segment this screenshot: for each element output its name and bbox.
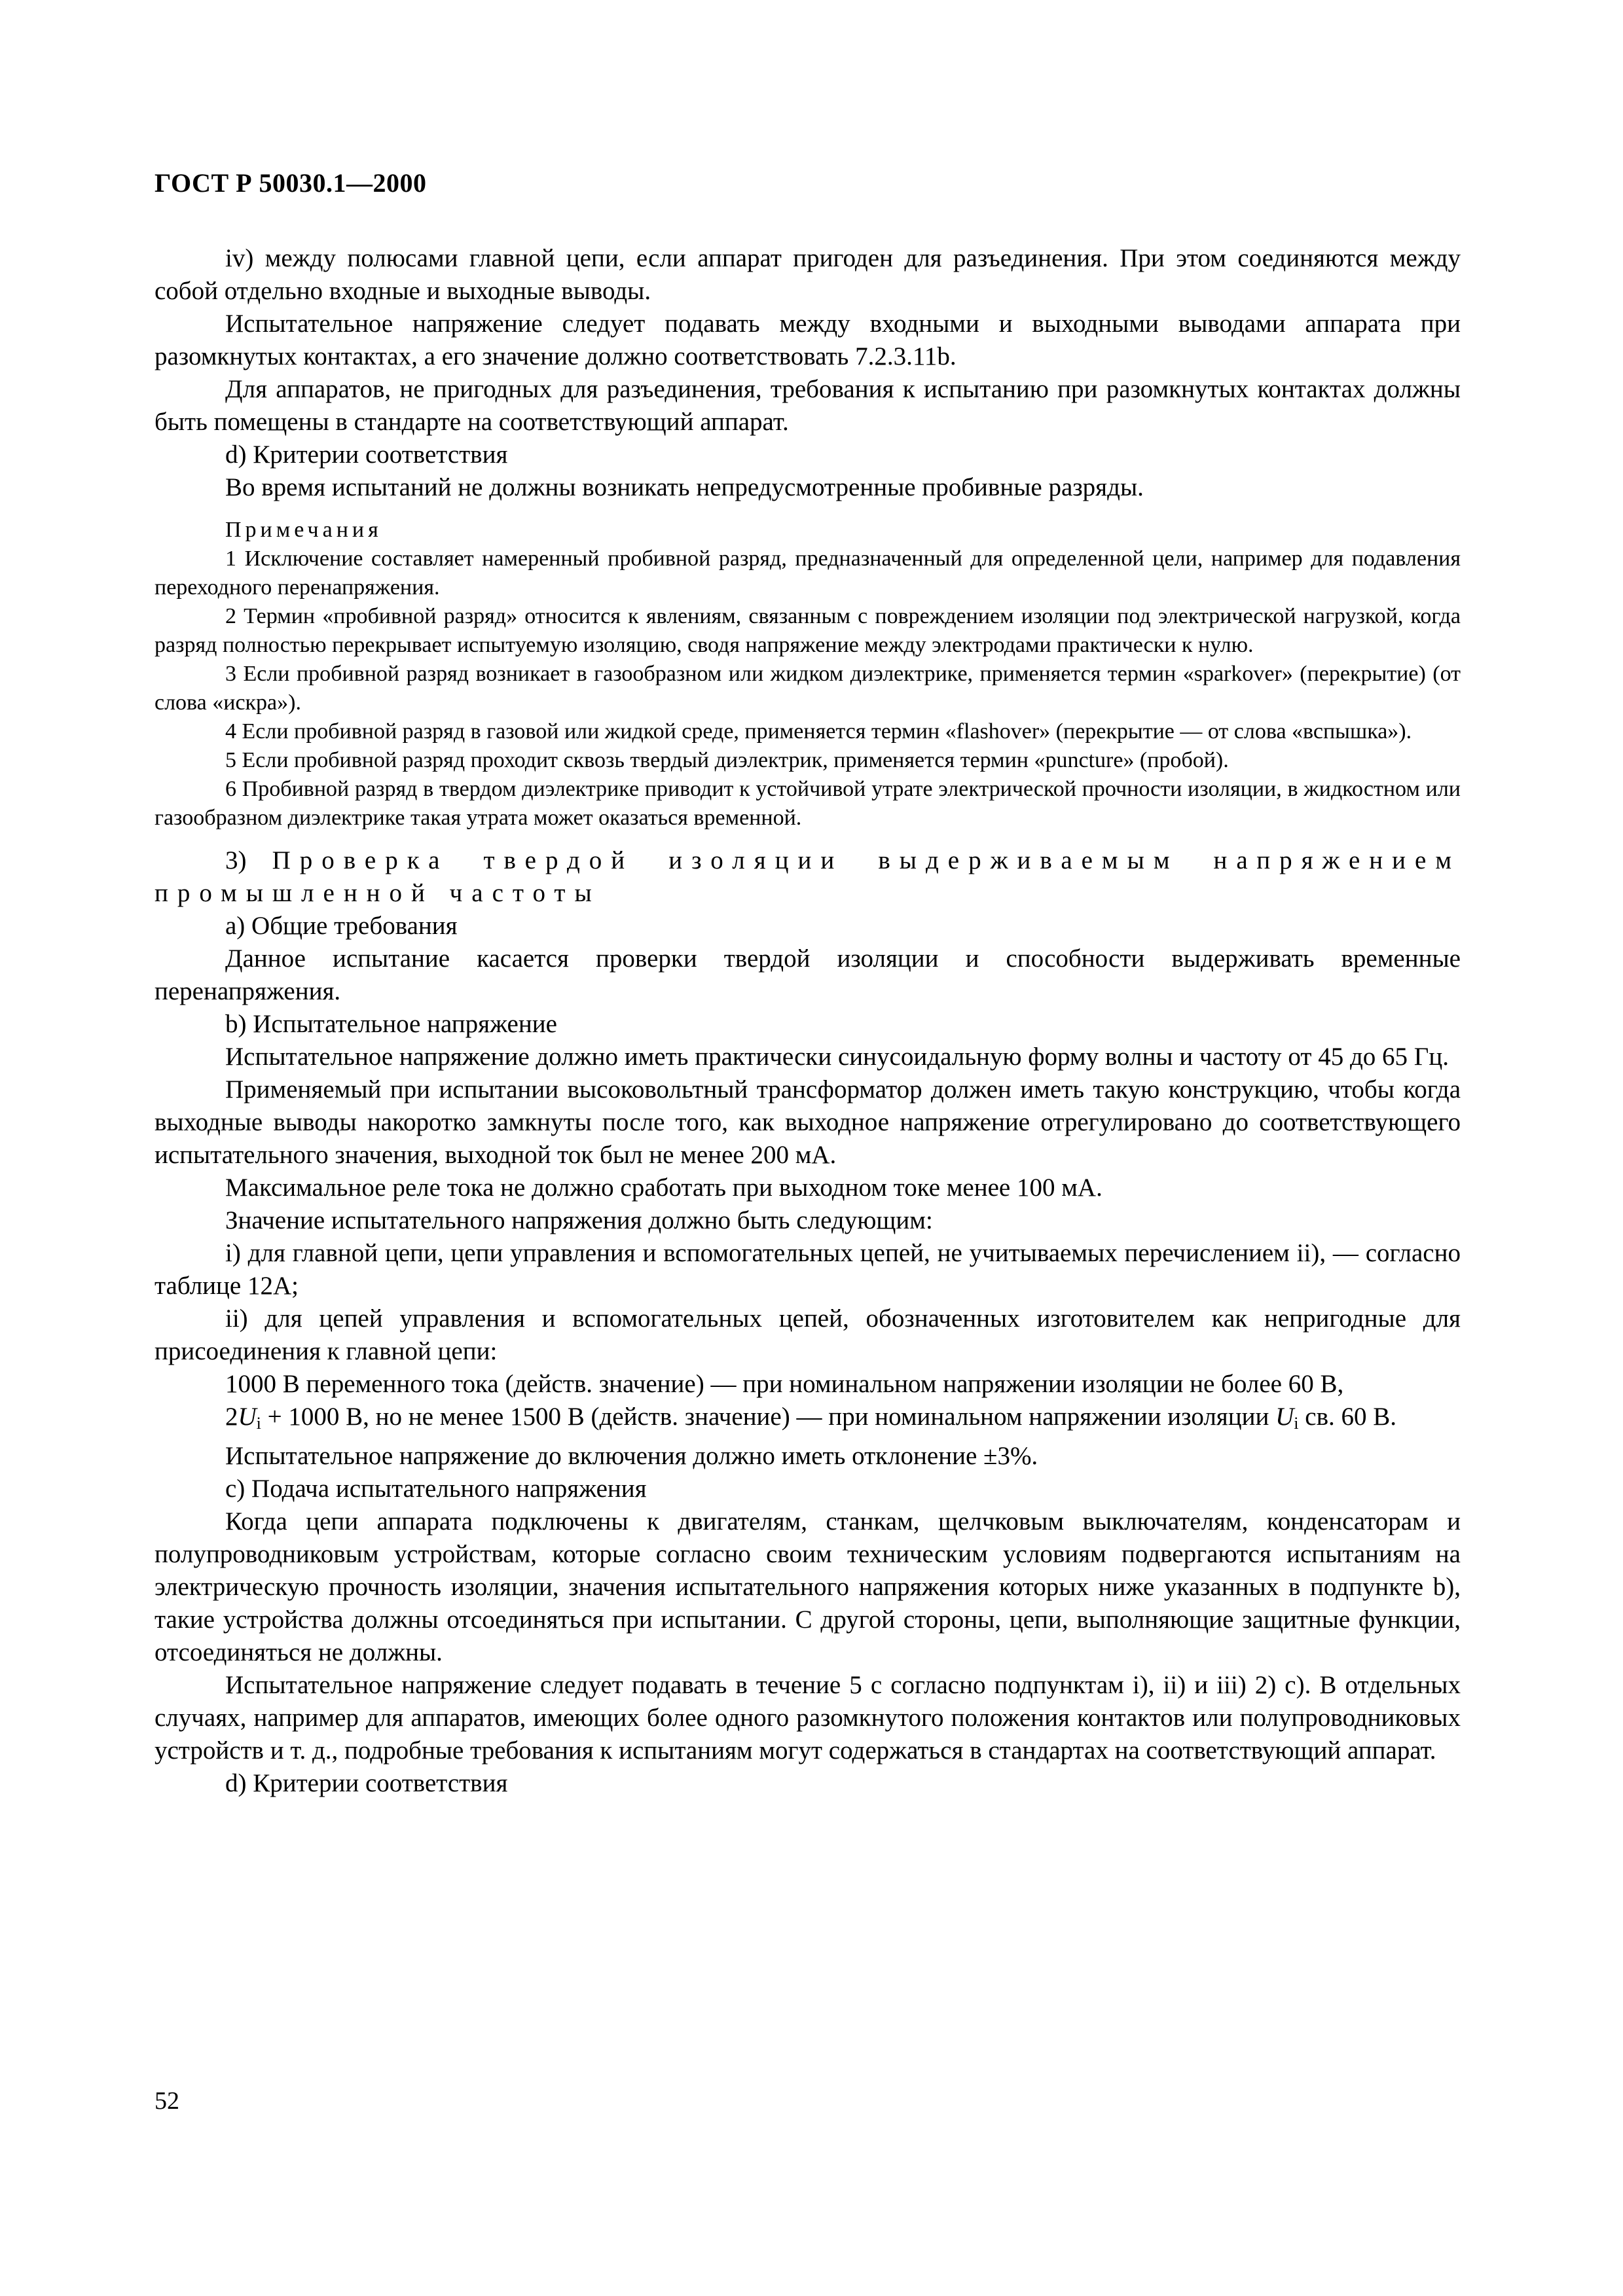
note-item: 2 Термин «пробивной разряд» относится к явлениям, связанным с повреждением изоляции под электрической нагрузкой, когда разряд полностью перекрывает испытуемую изоляцию, сводя напряжение между электродами практически к нулю. xyxy=(155,604,1461,657)
subsection-heading: d) Критерии соответствия xyxy=(225,1769,508,1797)
paragraph: Испытательное напряжение следует подавать между входными и выходными выводами аппарата при разомкнутых контактах, а его значение должно соответствовать 7.2.3.11b. xyxy=(155,310,1461,370)
paragraph: iv) между полюсами главной цепи, если аппарат пригоден для разъединения. При этом соединяются между собой отдельно входные и выходные выводы. xyxy=(155,244,1461,305)
list-item: ii) для цепей управления и вспомогательных цепей, обозначенных изготовителем как непригодные для присоединения к главной цепи: xyxy=(155,1304,1461,1365)
paragraph: Испытательное напряжение должно иметь практически синусоидальную форму волны и частоту от 45 до 65 Гц. xyxy=(225,1043,1449,1071)
formula-subscript: i xyxy=(256,1414,261,1433)
note-item: 6 Пробивной разряд в твердом диэлектрике приводит к устойчивой утрате электрической прочности изоляции, в жидкостном или газообразном диэлектрике такая утрата может оказаться временной. xyxy=(155,777,1461,830)
subsection-heading: a) Общие требования xyxy=(225,912,458,940)
notes-title: Примечания xyxy=(225,518,382,542)
document-header: ГОСТ Р 50030.1—2000 xyxy=(155,168,427,198)
notes-block xyxy=(155,516,1461,833)
paragraph: Во время испытаний не должны возникать непредусмотренные пробивные разряды. xyxy=(225,473,1144,501)
paragraph: 1000 В переменного тока (действ. значение) — при номинальном напряжении изоляции не более 60 В, xyxy=(225,1370,1344,1398)
page-number: 52 xyxy=(155,2087,179,2115)
formula-text: + 1000 В, но не менее 1500 В (действ. значение) — при номинальном напряжении изоляции xyxy=(261,1403,1276,1431)
paragraph: Испытательное напряжение до включения должно иметь отклонение ±3%. xyxy=(225,1442,1038,1470)
subsection-heading: c) Подача испытательного напряжения xyxy=(225,1475,647,1503)
page-content xyxy=(155,242,1461,1800)
paragraph: Когда цепи аппарата подключены к двигателям, станкам, щелчковым выключателям, конденсаторам и полупроводниковым устройствам, которые согласно своим техническим условиям подвергаются испытаниям на электрическую прочность изоляции, значения испытательного напряжения которых ниже указанных в подпункте b), такие устройства должны отсоединяться при испытании. С другой стороны, цепи, выполняющие защитные функции, отсоединяться не должны. xyxy=(155,1507,1461,1666)
formula-variable: U xyxy=(1275,1403,1294,1431)
section-heading xyxy=(155,844,1461,910)
formula-coefficient: 2 xyxy=(225,1403,238,1431)
note-item: 5 Если пробивной разряд проходит сквозь твердый диэлектрик, применяется термин «puncture» (пробой). xyxy=(225,748,1229,772)
paragraph: Данное испытание касается проверки твердой изоляции и способности выдерживать временные перенапряжения. xyxy=(155,944,1461,1005)
paragraph: Применяемый при испытании высоковольтный трансформатор должен иметь такую конструкцию, чтобы когда выходные выводы накоротко замкнуты после того, как выходное напряжение отрегулировано до соответствующего испытательного значения, выходной ток был не менее 200 мА. xyxy=(155,1075,1461,1169)
formula-variable: U xyxy=(238,1403,257,1431)
formula-subscript: i xyxy=(1294,1414,1299,1433)
section-title: Проверка твердой изоляции выдерживаемым напряжением промышленной частоты xyxy=(155,846,1461,907)
note-item: 1 Исключение составляет намеренный пробивной разряд, предназначенный для определенной цели, например для подавления переходного перенапряжения. xyxy=(155,547,1461,600)
formula-paragraph xyxy=(155,1401,1461,1440)
note-item: 3 Если пробивной разряд возникает в газообразном или жидком диэлектрике, применяется термин «sparkover» (перекрытие) (от слова «искра»). xyxy=(155,662,1461,715)
list-item: i) для главной цепи, цепи управления и вспомогательных цепей, не учитываемых перечислением ii), — согласно таблице 12А; xyxy=(155,1239,1461,1300)
paragraph: Для аппаратов, не пригодных для разъединения, требования к испытанию при разомкнутых контактах должны быть помещены в стандарте на соответствующий аппарат. xyxy=(155,375,1461,436)
paragraph: Максимальное реле тока не должно сработать при выходном токе менее 100 мА. xyxy=(225,1174,1103,1202)
paragraph: Испытательное напряжение следует подавать в течение 5 с согласно подпунктам i), ii) и iii) 2) c). В отдельных случаях, например для аппаратов, имеющих более одного разомкнутого положения контактов или полупроводниковых устройств и т. д., подробные требования к испытаниям могут содержаться в стандартах на соответствующий аппарат. xyxy=(155,1671,1461,1765)
subsection-heading: d) Критерии соответствия xyxy=(225,440,508,469)
note-item: 4 Если пробивной разряд в газовой или жидкой среде, применяется термин «flashover» (перекрытие — от слова «вспышка»). xyxy=(225,719,1412,744)
section-number: 3) xyxy=(225,846,247,874)
paragraph: Значение испытательного напряжения должно быть следующим: xyxy=(225,1206,933,1234)
subsection-heading: b) Испытательное напряжение xyxy=(225,1010,557,1038)
formula-tail: св. 60 В. xyxy=(1298,1403,1397,1431)
